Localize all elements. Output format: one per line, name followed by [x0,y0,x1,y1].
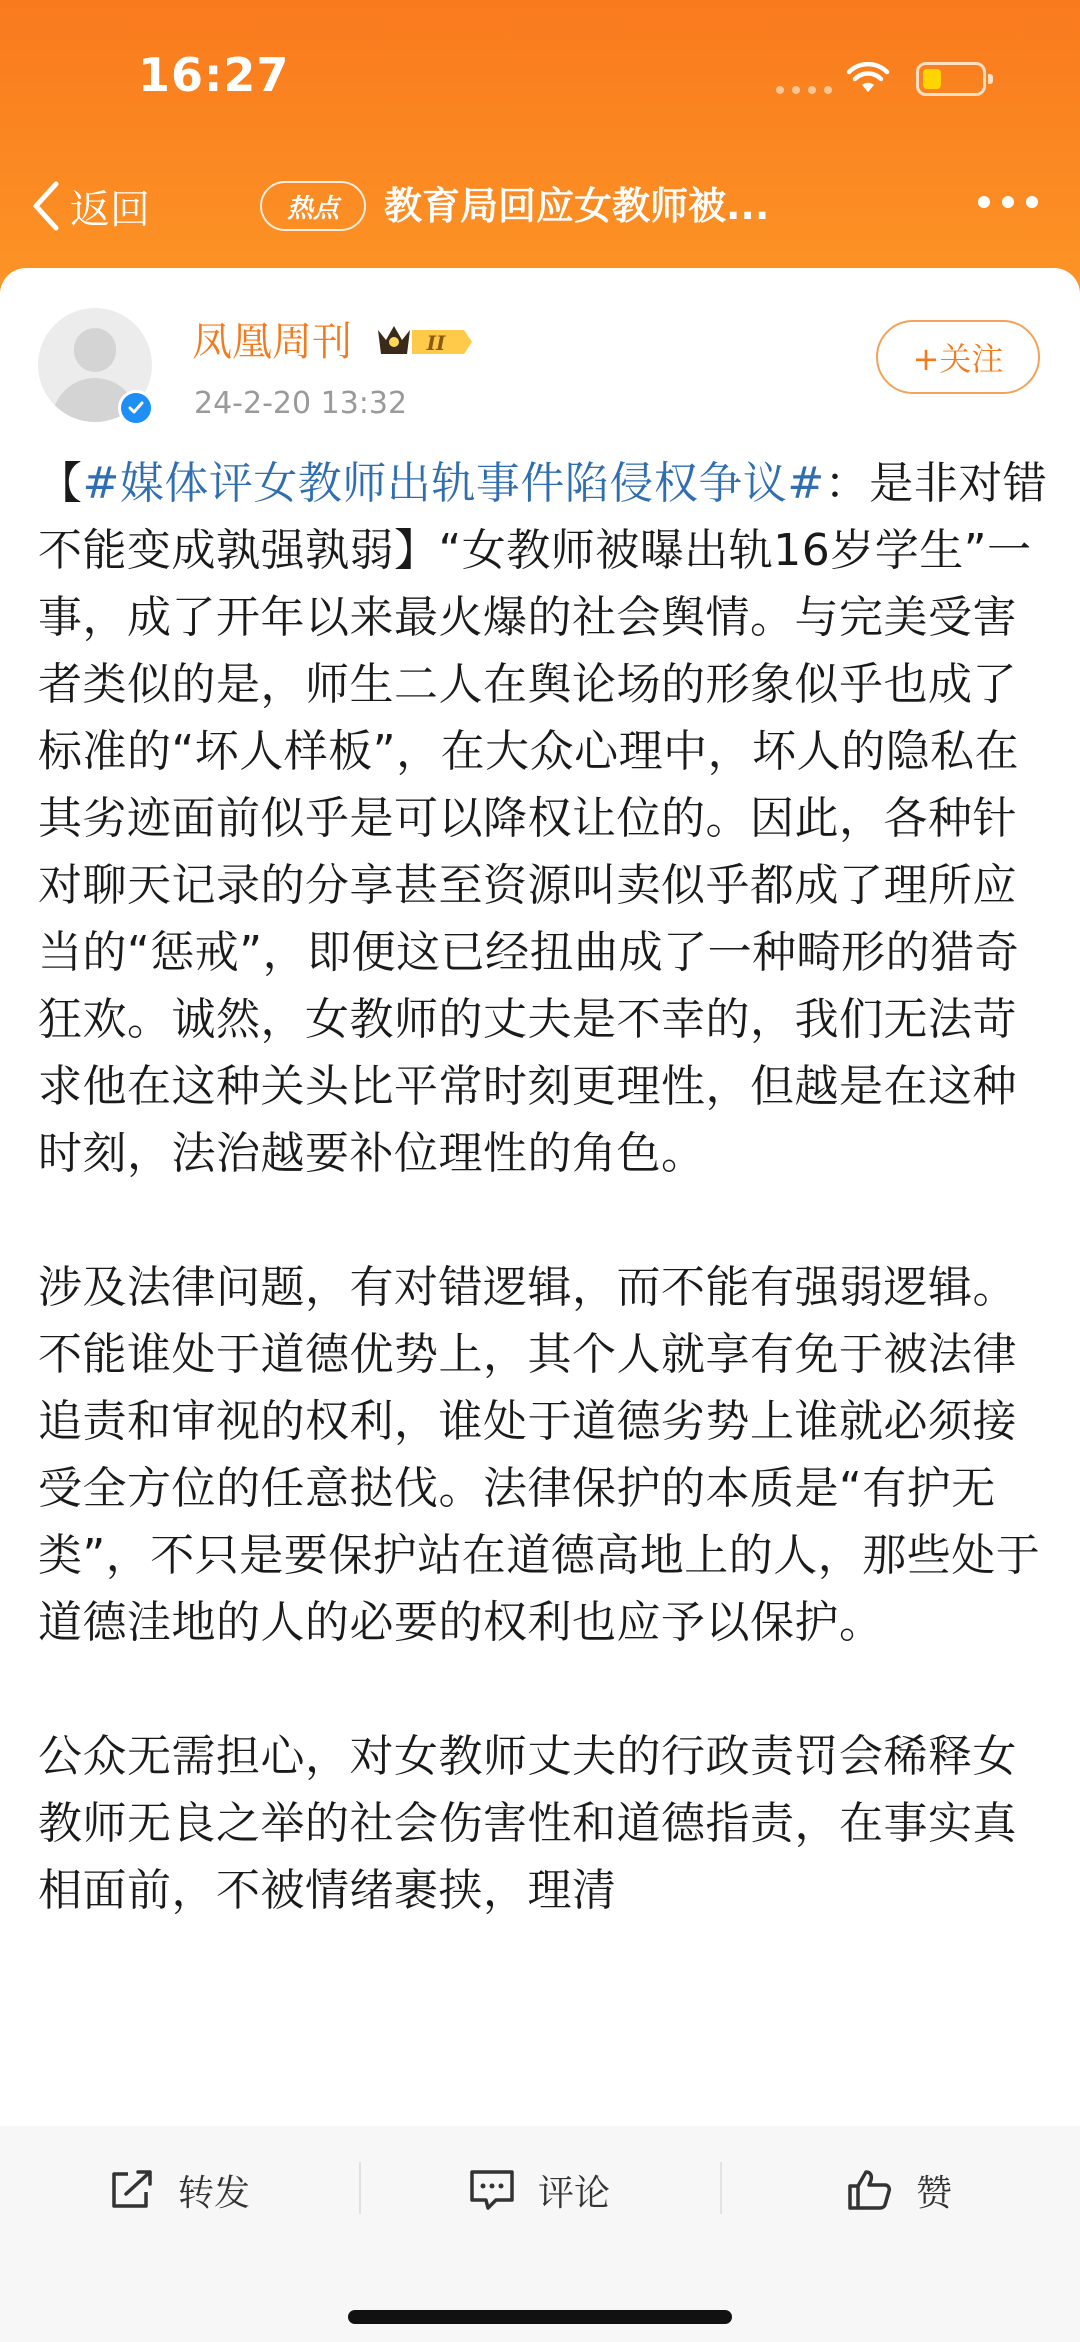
divider [720,2162,722,2214]
back-button[interactable] [28,174,150,238]
divider [359,2162,361,2214]
status-time: 16:27 [138,48,290,102]
post-timestamp: 24-2-20 13:32 [194,386,408,421]
paragraph-1-text: ：是非对错不能变成孰强孰弱】“女教师被曝出轨16岁学生”一事，成了开年以来最火爆的社会舆情。与完美受害者类似的是，师生二人在舆论场的形象似乎也成了标准的“坏人样板”，在大众心理中，坏人的隐私在其劣迹面前似乎是可以降权让位的。因此，各种针对聊天记录的分享甚至资源叫卖似乎都成了理所应当的“惩戒”，即便这已经扭曲成了一种畸形的猎奇狂欢。诚然，女教师的丈夫是不幸的，我们无法苛求他在这种关头比平常时刻更理性，但越是在这种时刻，法治越要补位理性的角色。 [38,458,1048,1179]
cellular-signal-icon [776,86,832,94]
hashtag-link[interactable]: #媒体评女教师出轨事件陷侵权争议# [82,458,825,509]
post-card [0,268,1080,2342]
like-button[interactable] [846,2160,952,2220]
header-background [0,0,1080,300]
follow-button[interactable]: +关注 [876,320,1040,394]
wifi-icon [846,62,890,96]
post-paragraph-1 [38,450,1048,1187]
level-badge-text: II [426,331,446,355]
post-paragraph-3: 公众无需担心，对女教师丈夫的行政责罚会稀释女教师无良之举的社会伤害性和道德指责，在事实真相面前，不被情绪裹挟，理清 [38,1731,1017,1916]
bracket-open: 【 [38,458,83,509]
thumbs-up-icon [846,2168,894,2212]
chevron-left-icon [28,178,64,234]
repost-icon [108,2168,156,2212]
post-paragraph-2: 涉及法律问题，有对错逻辑，而不能有强弱逻辑。不能谁处于道德优势上，其个人就享有免于被法律追责和审视的权利，谁处于道德劣势上谁就必须接受全方位的任意挞伐。法律保护的本质是“有护无类”，不只是要保护站在道德高地上的人，那些处于道德洼地的人的必要的权利也应予以保护。 [38,1262,1041,1648]
comment-icon [468,2168,516,2212]
page-title[interactable]: 教育局回应女教师被... [384,184,770,228]
bottom-action-bar [0,2126,1080,2342]
more-dots-icon[interactable] [978,196,1038,208]
back-label: 返回 [70,186,150,233]
repost-label: 转发 [178,2172,251,2214]
post-body [38,450,1048,1991]
hot-badge: 热点 [260,181,366,231]
battery-icon [916,62,986,96]
verified-icon [118,390,154,426]
comment-button[interactable] [468,2160,610,2220]
like-label: 赞 [916,2172,953,2214]
home-indicator [348,2310,732,2324]
comment-label: 评论 [538,2172,611,2214]
repost-button[interactable] [108,2160,250,2220]
author-name[interactable]: 凤凰周刊 [192,319,352,365]
crown-level-badge-icon [372,320,476,364]
